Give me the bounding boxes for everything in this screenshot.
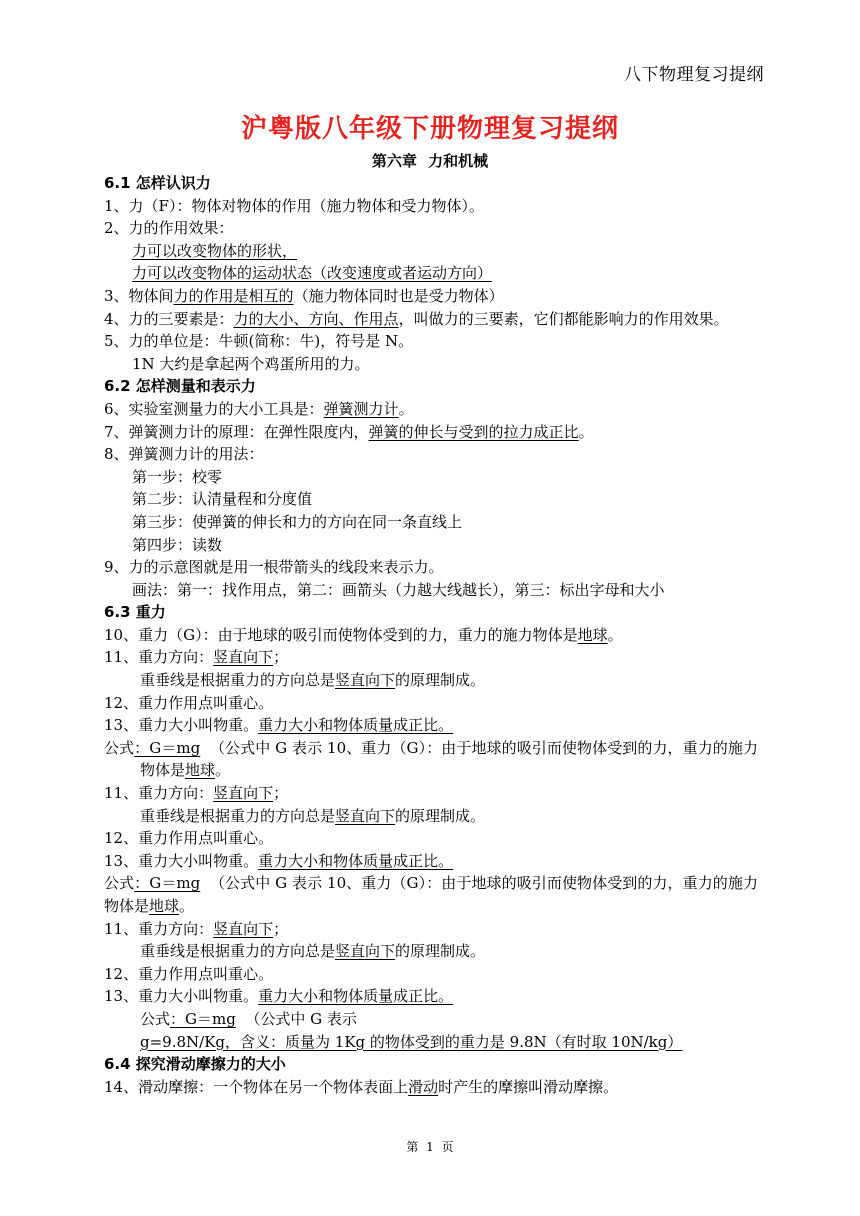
formula-line <box>104 737 758 782</box>
text-line: 12、重力作用点叫重心。 <box>104 964 274 983</box>
text-segment: 的原理制成。 <box>395 671 486 690</box>
underlined-text: 竖直向下 <box>213 784 274 803</box>
text-line <box>104 1076 758 1099</box>
text-line: 第四步：读数 <box>132 535 223 554</box>
text-segment: 11、重力方向： <box>104 919 214 938</box>
text-segment: 重垂线是根据重力的方向总是 <box>140 942 336 961</box>
underlined-text: 竖直向下 <box>213 648 274 667</box>
section-heading: 6.1 怎样认识力 <box>104 174 211 192</box>
text-line <box>104 782 758 805</box>
underlined-text: 地球 <box>149 897 180 915</box>
text-segment: ； <box>273 919 289 938</box>
text-segment: （公式中 G 表示 10、重力（G）：由于地球的吸引而使物体受到的力，重力的施力物体是 <box>104 874 758 915</box>
text-line <box>104 240 758 263</box>
text-line: 5、力的单位是：牛顿(简称：牛)，符号是 N。 <box>104 332 414 351</box>
text-segment: 11、重力方向： <box>104 648 214 667</box>
underlined-text: 竖直向下 <box>335 942 396 961</box>
text-segment: 的原理制成。 <box>395 942 486 961</box>
text-line: 1N 大约是拿起两个鸡蛋所用的力。 <box>132 354 370 373</box>
text-line <box>104 624 758 647</box>
text-segment: 13、重力大小叫物重。 <box>104 716 259 735</box>
text-segment: 。 <box>607 625 623 644</box>
underlined-text: 弹簧的伸长与受到的拉力成正比 <box>368 422 579 441</box>
underlined-text: g=9.8N/Kg，含义：质量为 1Kg 的物体受到的重力是 9.8N（有时取 10N/kg） <box>140 1032 683 1051</box>
text-segment: 公式 <box>140 1009 171 1028</box>
text-line <box>104 646 758 669</box>
text-line: 9、力的示意图就是用一根带箭头的线段来表示力。 <box>104 558 444 577</box>
underlined-text: 力的作用是相互的 <box>173 286 294 305</box>
underlined-text: 地球 <box>185 761 216 780</box>
text-line <box>104 1031 758 1054</box>
formula-line <box>104 872 758 917</box>
text-segment: （施力物体同时也是受力物体） <box>293 286 504 305</box>
text-segment: 13、重力大小叫物重。 <box>104 987 259 1006</box>
section-heading: 6.4 探究滑动摩擦力的大小 <box>104 1055 286 1074</box>
text-segment: 重垂线是根据重力的方向总是 <box>140 671 336 690</box>
underlined-text: 重力大小和物体质量成正比。 <box>258 987 454 1006</box>
text-segment: 4、力的三要素是： <box>104 309 234 328</box>
text-line: 第二步：认清量程和分度值 <box>132 490 313 509</box>
text-line: 12、重力作用点叫重心。 <box>104 693 274 712</box>
document-body <box>104 172 758 1098</box>
text-segment: 。 <box>215 761 231 780</box>
text-line: 第三步：使弹簧的伸长和力的方向在同一条直线上 <box>132 512 463 531</box>
text-line: 第一步：校零 <box>132 467 223 486</box>
text-line <box>104 940 758 963</box>
underlined-text: ：G＝mg <box>134 874 201 893</box>
underlined-text: 重力大小和物体质量成正比。 <box>258 851 454 870</box>
text-segment: 。 <box>179 897 195 915</box>
text-line <box>104 805 758 828</box>
text-segment: ； <box>273 784 289 803</box>
page-number: 第 1 页 <box>406 1140 454 1154</box>
underlined-text: ：G＝mg <box>134 738 201 757</box>
formula-line <box>104 1008 758 1031</box>
underlined-text: 弹簧测力计 <box>323 399 399 418</box>
text-line <box>104 285 758 308</box>
text-segment: 7、弹簧测力计的原理：在弹性限度内， <box>104 422 369 441</box>
text-line: 1、力（F）：物体对物体的作用（施力物体和受力物体）。 <box>104 196 484 215</box>
text-line <box>104 421 758 444</box>
underlined-text: 力可以改变物体的运动状态（改变速度或者运动方向） <box>132 264 493 283</box>
underlined-text: 竖直向下 <box>335 671 396 690</box>
text-segment: 。 <box>578 422 594 441</box>
section-heading: 6.2 怎样测量和表示力 <box>104 377 256 396</box>
underlined-text: 重力大小和物体质量成正比。 <box>258 716 454 735</box>
text-line: 8、弹簧测力计的用法： <box>104 445 264 464</box>
text-line <box>104 850 758 873</box>
text-segment: 14、滑动摩擦：一个物体在另一个物体表面上 <box>104 1077 409 1096</box>
underlined-text: ：G＝mg <box>170 1009 236 1028</box>
text-segment: ； <box>273 648 289 667</box>
text-segment: 3、物体间 <box>104 286 174 305</box>
page-header: 八下物理复习提纲 <box>624 65 764 85</box>
text-segment: ，叫做力的三要素，它们都能影响力的作用效果。 <box>398 309 729 328</box>
underlined-text: 竖直向下 <box>335 806 396 825</box>
text-segment: 10、重力（G）：由于地球的吸引而使物体受到的力，重力的施力物体是 <box>104 625 578 644</box>
text-segment: 公式 <box>104 874 135 893</box>
text-segment: 重垂线是根据重力的方向总是 <box>140 806 336 825</box>
text-line <box>104 918 758 941</box>
text-segment: 11、重力方向： <box>104 784 214 803</box>
text-line: 画法：第一：找作用点，第二：画箭头（力越大线越长），第三：标出字母和大小 <box>132 580 665 599</box>
text-line: 2、力的作用效果： <box>104 219 234 238</box>
text-line <box>104 398 758 421</box>
underlined-text: 竖直向下 <box>213 919 274 938</box>
underlined-text: 力的大小、方向、作用点 <box>233 309 399 328</box>
text-line <box>104 669 758 692</box>
text-line <box>104 262 758 285</box>
text-segment: 。 <box>398 399 414 418</box>
text-segment: 的原理制成。 <box>395 806 486 825</box>
underlined-text: 力可以改变物体的形状， <box>132 241 298 260</box>
underlined-text: 地球 <box>577 625 608 644</box>
text-segment: （公式中 G 表示 10、重力（G）：由于地球的吸引而使物体受到的力，重力的施力物体是 <box>140 738 758 780</box>
text-segment: 13、重力大小叫物重。 <box>104 851 259 870</box>
text-segment: 公式 <box>104 738 135 757</box>
chapter-heading: 第六章 力和机械 <box>371 152 489 170</box>
document-title: 沪粤版八年级下册物理复习提纲 <box>240 114 619 144</box>
text-line: 12、重力作用点叫重心。 <box>104 829 274 848</box>
underlined-text: 滑动 <box>408 1077 439 1096</box>
text-line <box>104 985 758 1008</box>
text-line <box>104 714 758 737</box>
text-segment: （公式中 G 表示 <box>245 1009 357 1028</box>
section-heading: 6.3 重力 <box>104 603 166 622</box>
text-segment: 时产生的摩擦叫滑动摩擦。 <box>438 1077 619 1096</box>
text-line <box>104 308 758 331</box>
text-segment: 6、实验室测量力的大小工具是： <box>104 399 324 418</box>
